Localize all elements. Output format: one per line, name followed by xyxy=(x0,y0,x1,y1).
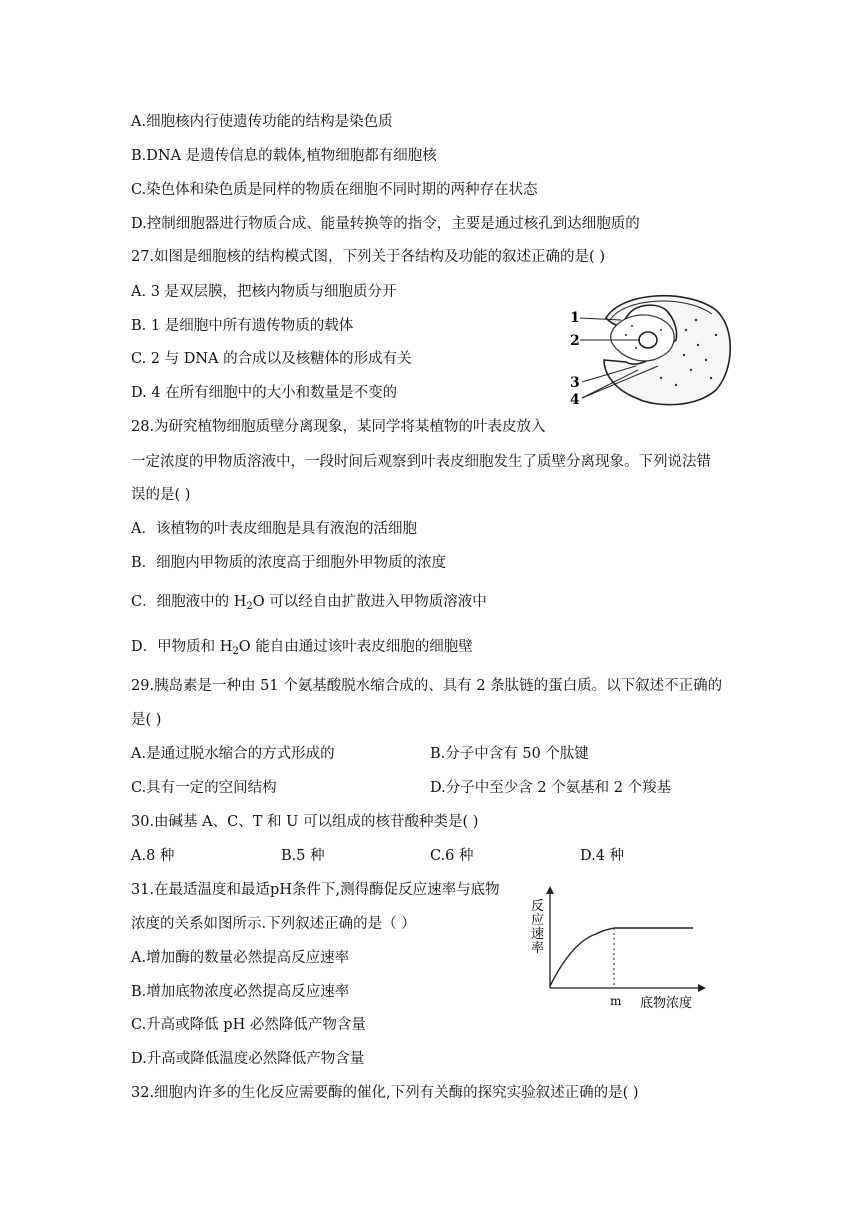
ylabel-char-2: 应 xyxy=(531,913,545,928)
question-27: 27.如图是细胞核的结构模式图，下列关于各结构及功能的叙述正确的是( ) xyxy=(131,249,605,265)
question-27-option-d: D. 4 在所有细胞中的大小和数量是不变的 xyxy=(131,385,398,401)
question-31: 31.在最适温度和最适pH条件下,测得酶促反应速率与底物 xyxy=(131,882,500,898)
question-28-option-a: A．该植物的叶表皮细胞是具有液泡的活细胞 xyxy=(131,521,417,537)
question-29-line-2: 是( ) xyxy=(131,712,162,728)
question-31-option-d: D.升高或降低温度必然降低产物含量 xyxy=(131,1051,365,1067)
question-32: 32.细胞内许多的生化反应需要酶的催化,下列有关酶的探究实验叙述正确的是( ) xyxy=(131,1085,639,1101)
m-mark: m xyxy=(610,994,622,1008)
question-31-option-a: A.增加酶的数量必然提高反应速率 xyxy=(131,950,350,966)
question-30-option-a: A.8 种 xyxy=(131,848,175,864)
question-30-option-c: C.6 种 xyxy=(430,848,474,864)
question-29-option-a: A.是通过脱水缩合的方式形成的 xyxy=(131,746,335,762)
question-28-line-2: 一定浓度的甲物质溶液中，一段时间后观察到叶表皮细胞发生了质壁分离现象。下列说法错 xyxy=(131,454,711,470)
question-28-option-b: B．细胞内甲物质的浓度高于细胞外甲物质的浓度 xyxy=(131,555,447,571)
label-3: 3 xyxy=(570,375,580,391)
question-29: 29.胰岛素是一种由 51 个氨基酸脱水缩合成的、具有 2 条肽链的蛋白质。以下叙述不正确的 xyxy=(131,678,723,694)
question-30-option-d: D.4 种 xyxy=(580,848,625,864)
option-b-dna: B.DNA 是遗传信息的载体,植物细胞都有细胞核 xyxy=(131,148,437,164)
question-28: 28.为研究植物细胞质壁分离现象，某同学将某植物的叶表皮放入 xyxy=(131,419,546,435)
option-d-nuclear-pore: D.控制细胞器进行物质合成、能量转换等的指令，主要是通过核孔到达细胞质的 xyxy=(131,216,640,232)
question-30: 30.由碱基 A、C、T 和 U 可以组成的核苷酸种类是( ) xyxy=(131,814,479,830)
question-28-line-3: 误的是( ) xyxy=(131,487,191,503)
question-31-option-c: C.升高或降低 pH 必然降低产物含量 xyxy=(131,1017,366,1033)
question-27-option-b: B. 1 是细胞中所有遗传物质的载体 xyxy=(131,318,354,334)
label-1: 1 xyxy=(570,310,580,326)
option-c-chromosome: C.染色体和染色质是同样的物质在细胞不同时期的两种存在状态 xyxy=(131,182,538,198)
question-30-option-b: B.5 种 xyxy=(281,848,325,864)
question-28-option-c: C．细胞液中的 $H_2O$ 可以经自由扩散进入甲物质溶液中 xyxy=(131,594,487,612)
ylabel-char-3: 速 xyxy=(531,927,545,942)
ylabel-char-4: 率 xyxy=(531,941,545,956)
reaction-rate-figure xyxy=(528,880,708,1015)
option-a-chromatin: A.细胞核内行使遗传功能的结构是染色质 xyxy=(131,114,393,130)
label-2: 2 xyxy=(570,333,580,349)
question-31-option-b: B.增加底物浓度必然提高反应速率 xyxy=(131,984,350,1000)
xlabel: 底物浓度 xyxy=(640,996,693,1011)
question-29-option-b: B.分子中含有 50 个肽键 xyxy=(430,746,589,762)
question-29-option-d: D.分子中至少含 2 个氨基和 2 个羧基 xyxy=(430,780,672,796)
question-27-option-c: C. 2 与 DNA 的合成以及核糖体的形成有关 xyxy=(131,351,412,367)
nucleus-structure-figure xyxy=(566,290,736,410)
question-31-line-2: 浓度的关系如图所示.下列叙述正确的是（ ） xyxy=(131,916,416,932)
question-29-option-c: C.具有一定的空间结构 xyxy=(131,780,277,796)
question-28-option-d: D．甲物质和 $H_2O$ 能自由通过该叶表皮细胞的细胞壁 xyxy=(131,639,473,657)
ylabel-char-1: 反 xyxy=(531,899,545,914)
question-27-option-a: A. 3 是双层膜，把核内物质与细胞质分开 xyxy=(131,284,397,300)
label-4: 4 xyxy=(570,392,580,408)
